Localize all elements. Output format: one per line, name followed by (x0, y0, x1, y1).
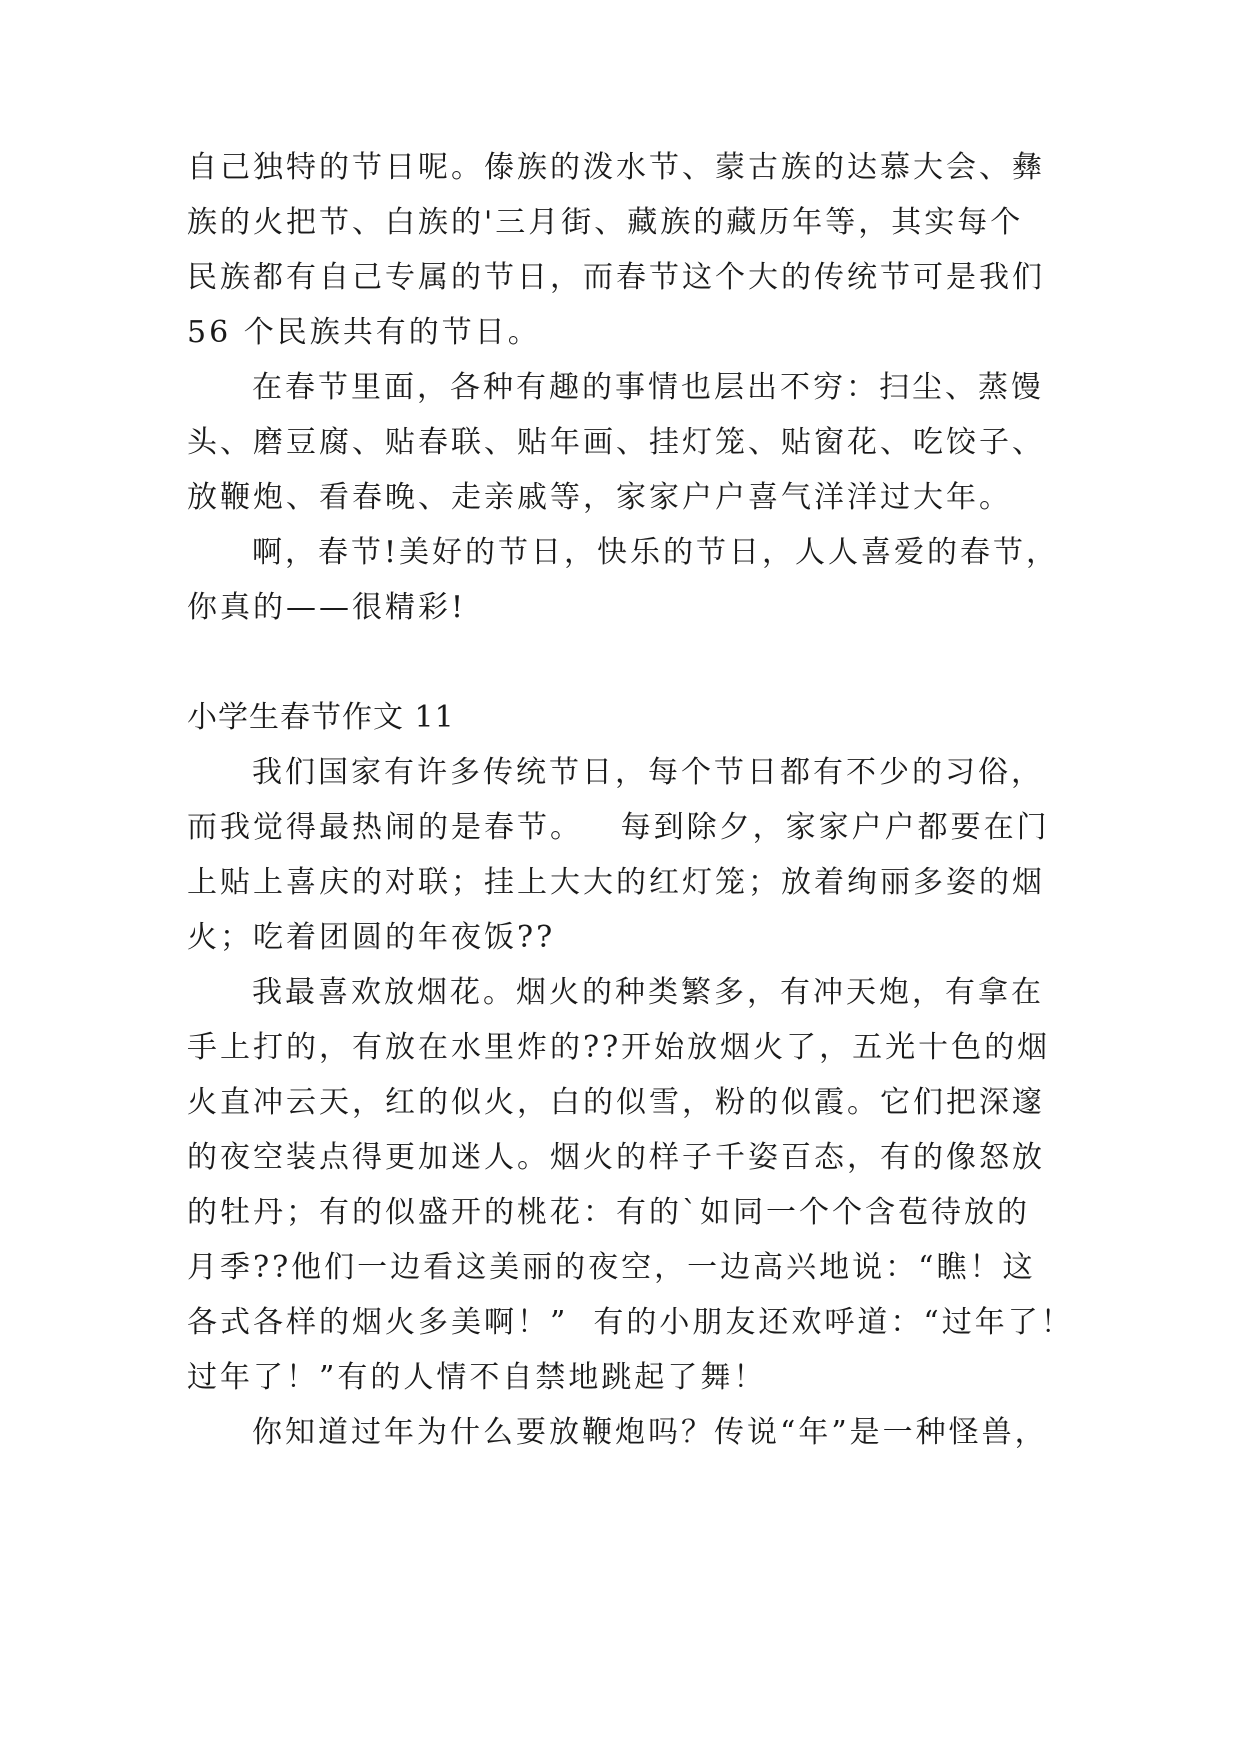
paragraph-line: 族的火把节、白族的'三月街、藏族的藏历年等，其实每个 (187, 205, 1024, 240)
paragraph-line: 在春节里面，各种有趣的事情也层出不穷：扫尘、蒸馒 (252, 370, 1044, 405)
paragraph-line: 过年了！”有的人情不自禁地跳起了舞！ (187, 1360, 767, 1395)
paragraph-line: 你真的——很精彩! (187, 590, 467, 625)
paragraph-line: 火；吃着团圆的年夜饭?? (187, 920, 556, 955)
paragraph-line: 自己独特的节日呢。傣族的泼水节、蒙古族的达慕大会、彝 (187, 150, 1045, 185)
paragraph-line: 我最喜欢放烟花。烟火的种类繁多，有冲天炮，有拿在 (252, 975, 1044, 1010)
paragraph-line: 啊，春节!美好的节日，快乐的节日，人人喜爱的春节， (252, 535, 1060, 570)
paragraph-line: 各式各样的烟火多美啊！” 有的小朋友还欢呼道：“过年了！ (187, 1305, 1074, 1340)
paragraph-line: 放鞭炮、看春晚、走亲戚等，家家户户喜气洋洋过大年。 (187, 480, 1012, 515)
paragraph-line: 的夜空装点得更加迷人。烟火的样子千姿百态，有的像怒放 (187, 1140, 1045, 1175)
paragraph-line: 而我觉得最热闹的是春节。 每到除夕，家家户户都要在门 (187, 810, 1050, 845)
paragraph-line: 56 个民族共有的节日。 (187, 315, 541, 350)
paragraph-line: 民族都有自己专属的节日，而春节这个大的传统节可是我们 (187, 260, 1045, 295)
paragraph-line: 月季??他们一边看这美丽的夜空，一边高兴地说：“瞧！这 (187, 1250, 1036, 1285)
paragraph-line: 手上打的，有放在水里炸的??开始放烟火了，五光十色的烟 (187, 1030, 1051, 1065)
paragraph-line: 的牡丹；有的似盛开的桃花：有的`如同一个个含苞待放的 (187, 1195, 1030, 1230)
section-heading: 小学生春节作文 11 (187, 700, 455, 735)
paragraph-line: 你知道过年为什么要放鞭炮吗？传说“年”是一种怪兽， (252, 1415, 1048, 1450)
paragraph-line: 我们国家有许多传统节日，每个节日都有不少的习俗， (252, 755, 1044, 790)
paragraph-line: 火直冲云天，红的似火，白的似雪，粉的似霞。它们把深邃 (187, 1085, 1045, 1120)
paragraph-line: 头、磨豆腐、贴春联、贴年画、挂灯笼、贴窗花、吃饺子、 (187, 425, 1045, 460)
paragraph-line: 上贴上喜庆的对联；挂上大大的红灯笼；放着绚丽多姿的烟 (187, 865, 1045, 900)
